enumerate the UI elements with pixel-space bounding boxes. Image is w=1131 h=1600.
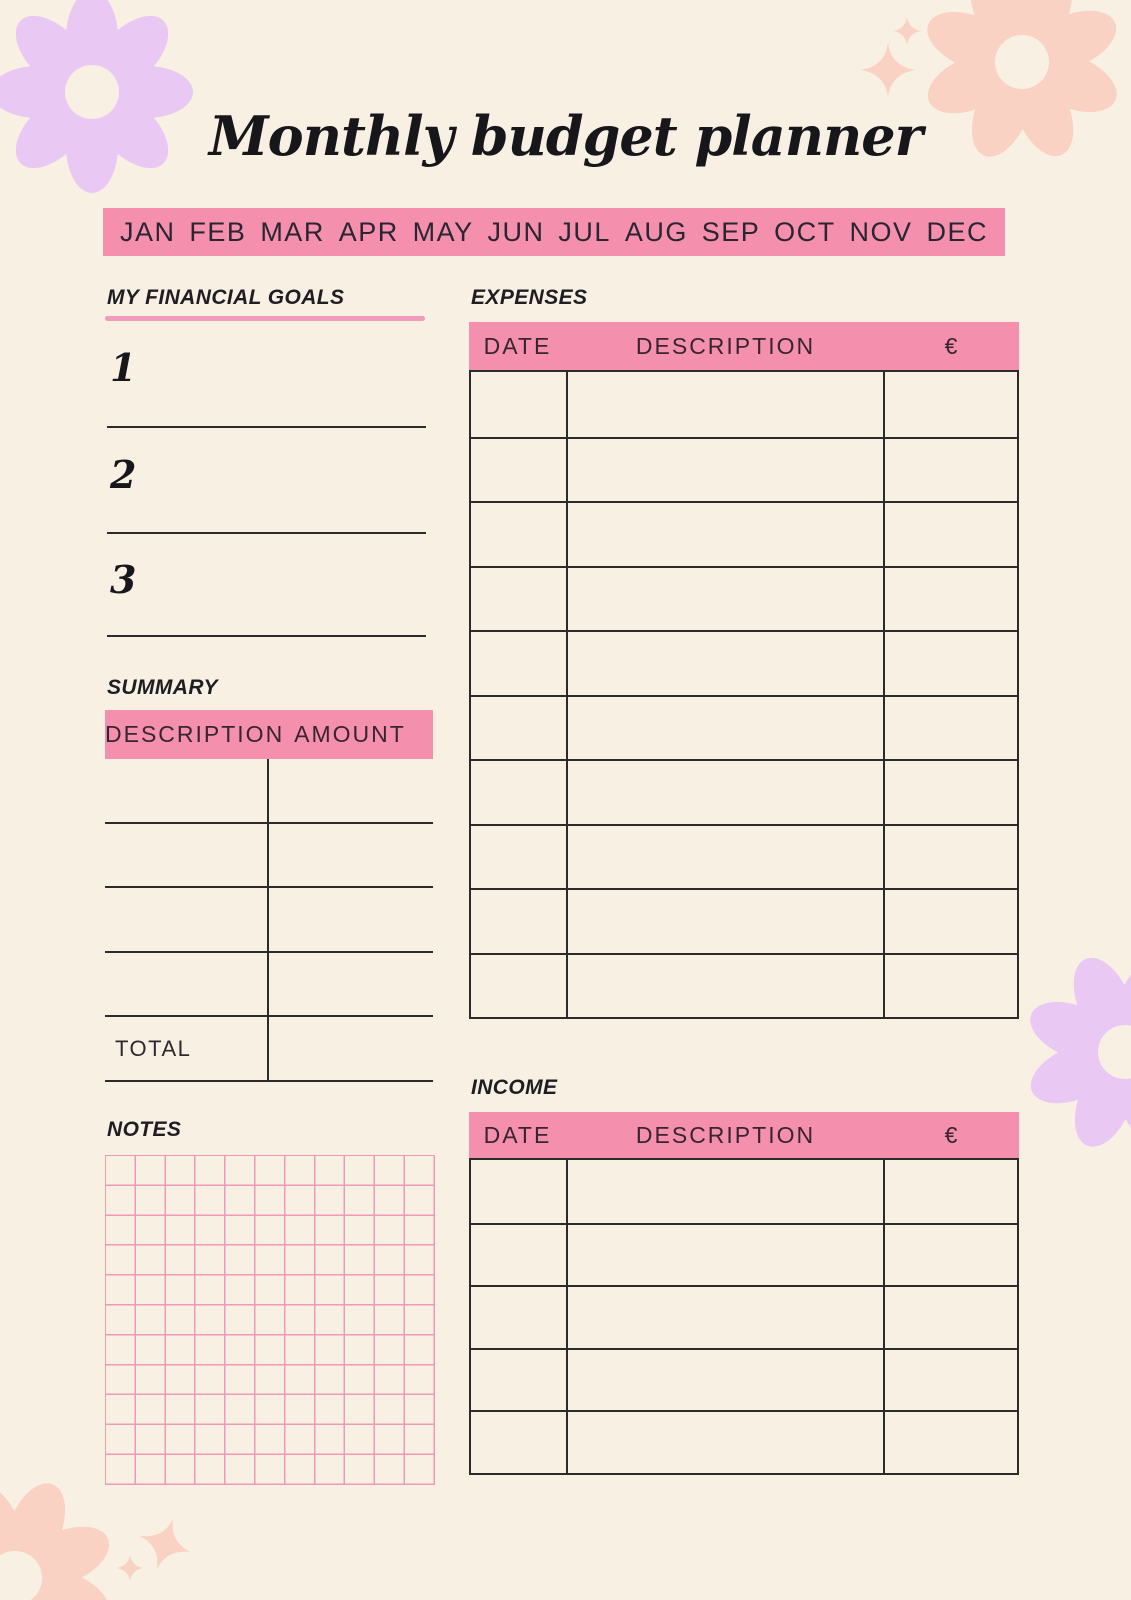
month-tab[interactable]: MAR <box>260 216 325 247</box>
amount-cell[interactable] <box>267 759 433 822</box>
description-cell[interactable] <box>566 890 883 953</box>
description-cell[interactable] <box>566 372 883 437</box>
goal-writing-line[interactable] <box>107 426 426 428</box>
amount-cell[interactable] <box>267 953 433 1016</box>
amount-cell[interactable] <box>883 1287 1017 1348</box>
amount-cell[interactable] <box>883 439 1017 502</box>
amount-cell[interactable] <box>883 890 1017 953</box>
expenses-row <box>471 759 1017 824</box>
goal-writing-line[interactable] <box>107 532 426 534</box>
summary-heading: SUMMARY <box>107 676 218 699</box>
income-row <box>471 1348 1017 1411</box>
goal-number: 3 <box>110 557 137 602</box>
date-cell[interactable] <box>471 568 566 631</box>
month-tab-bar <box>103 208 1005 256</box>
date-cell[interactable] <box>471 761 566 824</box>
description-cell[interactable] <box>566 1225 883 1286</box>
description-cell[interactable] <box>105 888 267 951</box>
amount-cell[interactable] <box>883 1225 1017 1286</box>
month-tab[interactable]: FEB <box>189 216 247 247</box>
expenses-col-description: DESCRIPTION <box>635 332 816 359</box>
month-tab[interactable]: JAN <box>120 216 176 247</box>
page-title: Monthly budget planner <box>208 104 923 168</box>
description-cell[interactable] <box>566 697 883 760</box>
date-cell[interactable] <box>471 503 566 566</box>
total-label: TOTAL <box>115 1035 192 1061</box>
income-table-header <box>469 1112 1019 1158</box>
amount-cell[interactable] <box>883 826 1017 889</box>
income-row <box>471 1410 1017 1473</box>
date-cell[interactable] <box>471 1160 566 1223</box>
description-cell[interactable] <box>566 761 883 824</box>
summary-col-amount: AMOUNT <box>294 721 406 747</box>
expenses-row <box>471 630 1017 695</box>
amount-cell[interactable] <box>883 503 1017 566</box>
date-cell[interactable] <box>471 1225 566 1286</box>
flower-icon <box>0 0 198 198</box>
month-tab[interactable]: DEC <box>926 216 988 247</box>
goal-number: 2 <box>110 452 137 497</box>
euro-sign: € <box>944 1121 960 1148</box>
description-cell[interactable] <box>566 1160 883 1223</box>
description-cell[interactable] <box>105 824 267 887</box>
description-cell[interactable] <box>566 1350 883 1411</box>
description-cell[interactable] <box>105 953 267 1016</box>
amount-cell[interactable] <box>883 761 1017 824</box>
summary-row <box>105 759 433 824</box>
description-cell[interactable] <box>566 1287 883 1348</box>
expenses-row <box>471 437 1017 502</box>
date-cell[interactable] <box>471 826 566 889</box>
income-row <box>471 1223 1017 1286</box>
income-col-description: DESCRIPTION <box>635 1121 816 1148</box>
summary-total-row <box>105 1017 433 1082</box>
income-row <box>471 1285 1017 1348</box>
expenses-row <box>471 566 1017 631</box>
financial-goals-heading: MY FINANCIAL GOALS <box>107 286 345 309</box>
summary-row <box>105 953 433 1018</box>
sparkle-icon <box>115 1505 210 1595</box>
income-table <box>469 1158 1019 1475</box>
amount-cell[interactable] <box>883 372 1017 437</box>
summary-table <box>105 759 433 1082</box>
description-cell[interactable] <box>566 1412 883 1473</box>
notes-grid[interactable] <box>105 1155 435 1485</box>
notes-heading: NOTES <box>107 1118 182 1141</box>
expenses-heading: EXPENSES <box>471 286 588 309</box>
month-tab[interactable]: SEP <box>701 216 761 247</box>
amount-cell[interactable] <box>267 888 433 951</box>
month-tab[interactable]: MAY <box>412 216 474 247</box>
expenses-row <box>471 695 1017 760</box>
income-row <box>471 1160 1017 1223</box>
amount-cell[interactable] <box>883 1350 1017 1411</box>
amount-cell[interactable] <box>883 632 1017 695</box>
description-cell[interactable] <box>566 503 883 566</box>
total-amount-cell[interactable] <box>267 1017 433 1080</box>
goal-number: 1 <box>110 345 137 390</box>
expenses-table-header <box>469 322 1019 370</box>
description-cell[interactable] <box>566 955 883 1018</box>
heading-underline <box>105 316 425 321</box>
flower-icon <box>1019 946 1131 1158</box>
month-tab[interactable]: APR <box>338 216 399 247</box>
amount-cell[interactable] <box>883 1160 1017 1223</box>
date-cell[interactable] <box>471 955 566 1018</box>
expenses-row <box>471 501 1017 566</box>
date-cell[interactable] <box>471 1350 566 1411</box>
expenses-row <box>471 953 1017 1018</box>
date-cell[interactable] <box>471 697 566 760</box>
month-tab[interactable]: JUL <box>558 216 611 247</box>
summary-row <box>105 888 433 953</box>
income-heading: INCOME <box>471 1076 558 1099</box>
date-cell[interactable] <box>471 890 566 953</box>
sparkle-icon <box>850 8 950 118</box>
description-cell[interactable] <box>566 826 883 889</box>
amount-cell[interactable] <box>267 824 433 887</box>
month-tab[interactable]: AUG <box>624 216 688 247</box>
expenses-table <box>469 370 1019 1019</box>
date-cell[interactable] <box>471 439 566 502</box>
flower-icon <box>0 1472 121 1600</box>
amount-cell[interactable] <box>883 697 1017 760</box>
date-cell[interactable] <box>471 1287 566 1348</box>
amount-cell[interactable] <box>883 568 1017 631</box>
summary-row <box>105 824 433 889</box>
month-tab[interactable]: JUN <box>487 216 545 247</box>
amount-cell[interactable] <box>883 955 1017 1018</box>
expenses-row <box>471 824 1017 889</box>
description-cell[interactable] <box>566 439 883 502</box>
goal-writing-line[interactable] <box>107 635 426 637</box>
expenses-row <box>471 372 1017 437</box>
description-cell[interactable] <box>566 568 883 631</box>
euro-sign: € <box>944 332 960 359</box>
expenses-row <box>471 888 1017 953</box>
expenses-col-date: DATE <box>483 332 552 359</box>
income-col-date: DATE <box>483 1121 552 1148</box>
date-cell[interactable] <box>471 372 566 437</box>
month-tab[interactable]: NOV <box>849 216 913 247</box>
summary-col-description: DESCRIPTION <box>105 721 285 747</box>
summary-table-header <box>105 710 433 759</box>
date-cell[interactable] <box>471 1412 566 1473</box>
date-cell[interactable] <box>471 632 566 695</box>
description-cell[interactable] <box>105 759 267 822</box>
amount-cell[interactable] <box>883 1412 1017 1473</box>
month-tab[interactable]: OCT <box>774 216 836 247</box>
description-cell[interactable] <box>566 632 883 695</box>
